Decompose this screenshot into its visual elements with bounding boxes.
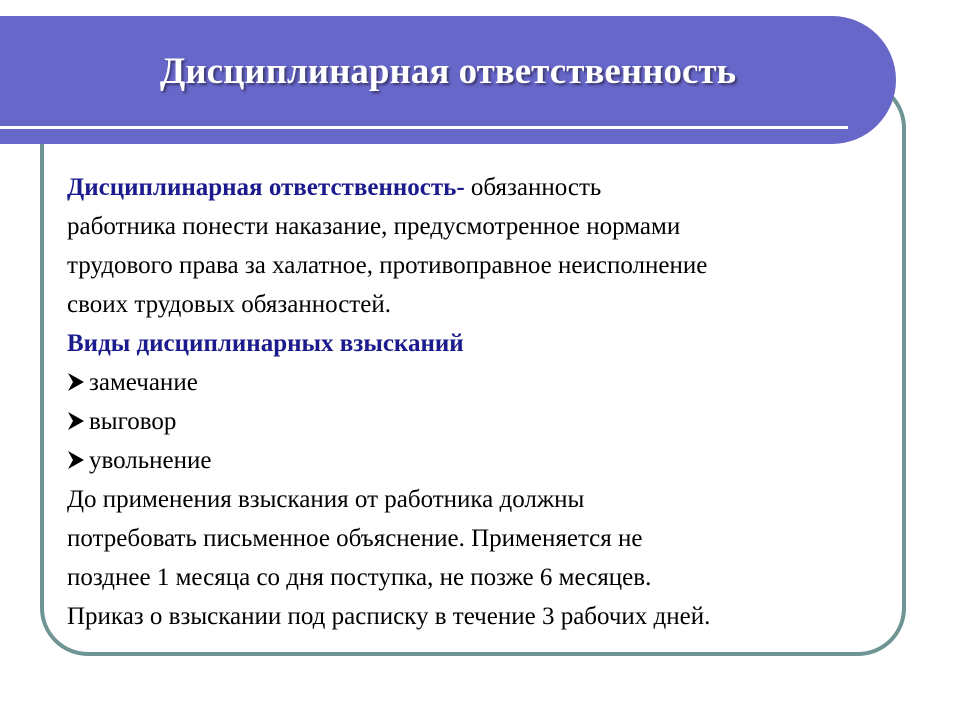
definition-line-2: работника понести наказание, предусмотренное нормами: [67, 213, 681, 240]
arrowhead-bullet-icon: [67, 411, 85, 431]
kinds-heading: Виды дисциплинарных взысканий: [67, 330, 464, 357]
list-item-label: замечание: [89, 369, 198, 396]
arrowhead-bullet-icon: [67, 450, 85, 470]
definition-text: обязанность: [464, 174, 602, 201]
arrowhead-bullet-icon: [67, 372, 85, 392]
title-underline: [0, 126, 848, 129]
definition-line-3: трудового права за халатное, противоправное неисполнение: [67, 252, 708, 279]
list-item: [67, 363, 897, 402]
definition-line-1: [67, 168, 897, 207]
note-line-4: Приказ о взыскании под расписку в течение 3 рабочих дней.: [67, 603, 711, 630]
list-item: [67, 441, 897, 480]
list-item-label: выговор: [89, 408, 177, 435]
list-item: [67, 402, 897, 441]
definition-line-4: своих трудовых обязанностей.: [67, 291, 391, 318]
list-item-label: увольнение: [89, 447, 212, 474]
note-line-2: потребовать письменное объяснение. Применяется не: [67, 525, 643, 552]
slide-body: [67, 168, 897, 636]
slide-title: Дисциплинарная ответственность: [159, 51, 737, 92]
note-line-3: позднее 1 месяца со дня поступка, не позже 6 месяцев.: [67, 564, 652, 591]
note-line-1: До применения взыскания от работника должны: [67, 486, 585, 513]
definition-term: Дисциплинарная ответственность-: [67, 174, 465, 201]
